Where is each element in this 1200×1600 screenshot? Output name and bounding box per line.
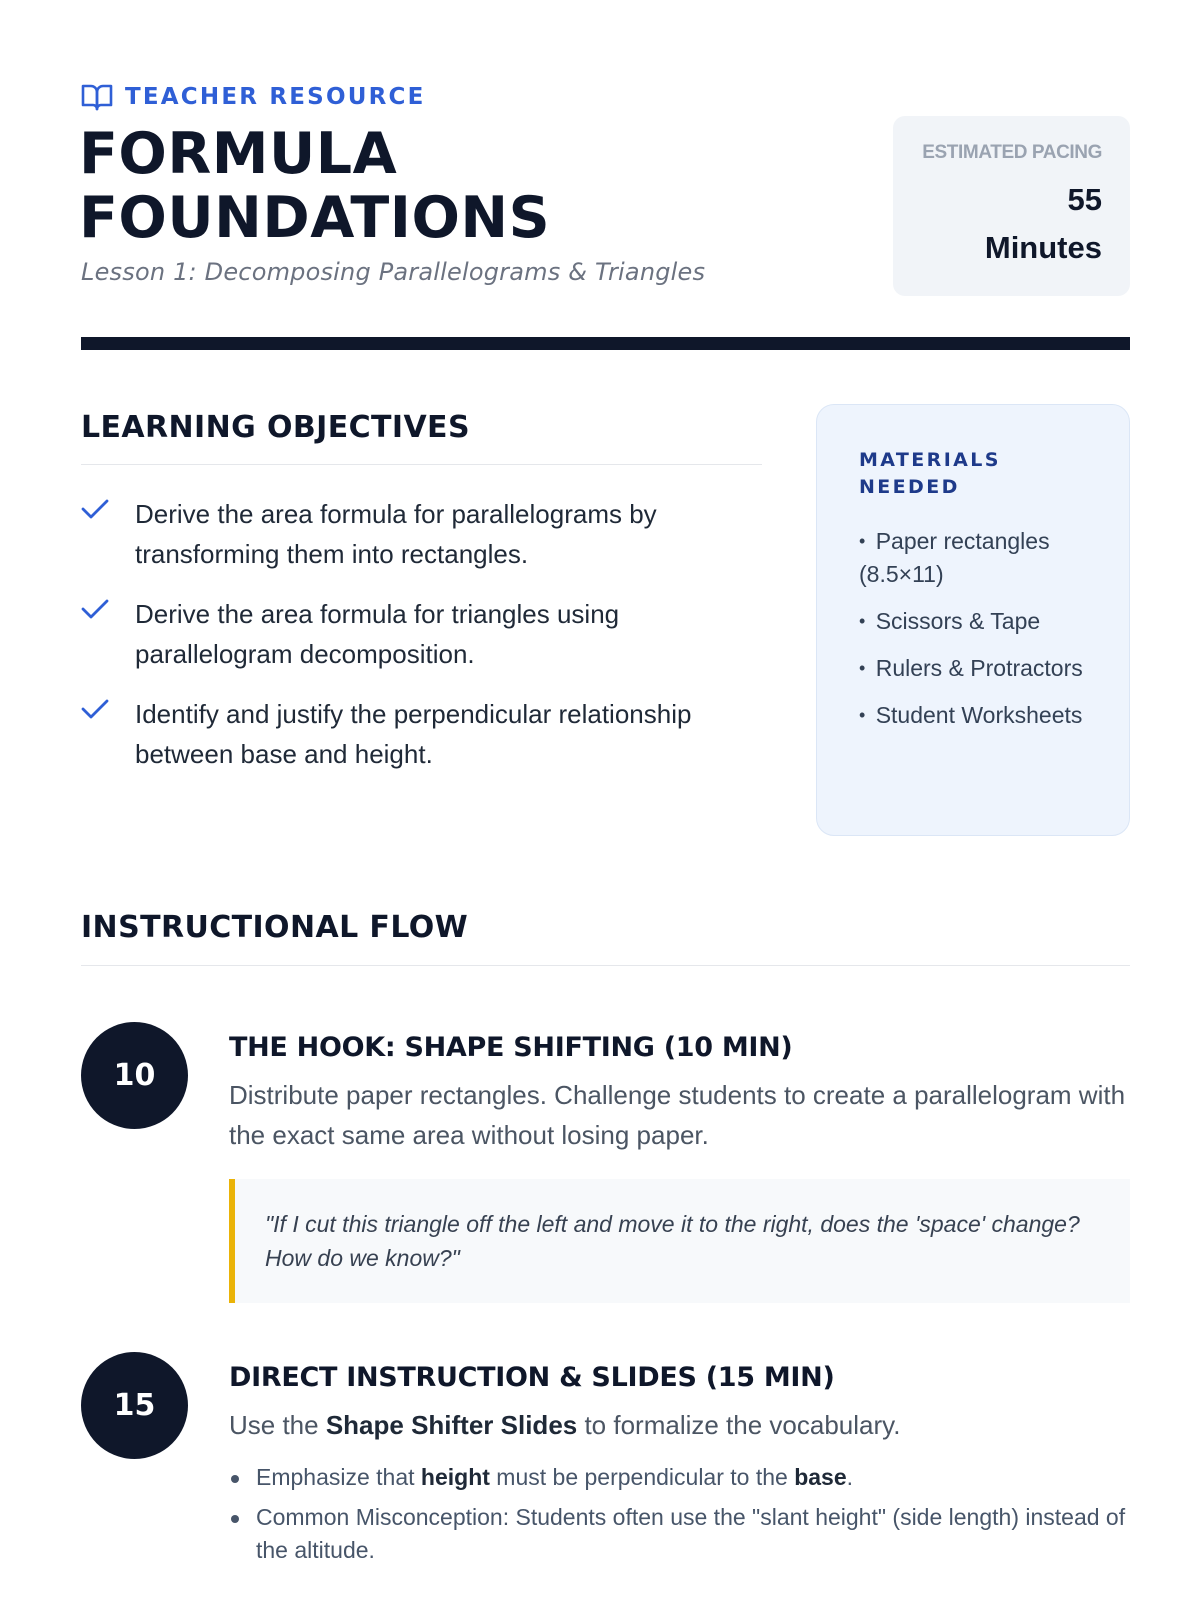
- slides-name: Shape Shifter Slides: [325, 1410, 578, 1440]
- materials-card: [816, 404, 1130, 836]
- flow-heading: INSTRUCTIONAL FLOW: [81, 910, 469, 945]
- header-divider: [81, 337, 1130, 350]
- bullet: •: [859, 611, 866, 631]
- note-emphasis: height: [420, 1464, 490, 1490]
- material-item: [859, 605, 1099, 638]
- eyebrow: [81, 82, 425, 112]
- objectives-list: [81, 494, 771, 794]
- pacing-label: ESTIMATED PACING: [922, 142, 1102, 163]
- note-emphasis: base: [794, 1464, 847, 1490]
- title-line-2: FOUNDATIONS: [79, 185, 551, 251]
- note-text: .: [846, 1464, 854, 1490]
- teacher-prompt-quote: "If I cut this triangle off the left and move it to the right, does the 'space' change? How do we know?": [229, 1179, 1130, 1303]
- step-body: [229, 1022, 1130, 1303]
- pacing-unit: Minutes: [984, 230, 1102, 265]
- check-icon: [81, 594, 135, 625]
- material-item: [859, 699, 1099, 732]
- pacing-card: [893, 116, 1130, 296]
- eyebrow-label: TEACHER RESOURCE: [125, 84, 426, 110]
- bullet: •: [859, 658, 866, 678]
- objectives-divider: [81, 464, 762, 465]
- material-item: [859, 525, 1099, 591]
- note-item: Common Misconception: Students often use the "slant height" (side length) instead of the altitude.: [229, 1501, 1130, 1567]
- desc-text: Use the: [229, 1410, 326, 1440]
- check-icon: [81, 694, 135, 725]
- pacing-value: [893, 176, 1102, 272]
- note-text: must be perpendicular to the: [489, 1464, 795, 1490]
- step-body: [229, 1352, 1130, 1574]
- step-title: THE HOOK: SHAPE SHIFTING (10 MIN): [229, 1032, 793, 1063]
- material-text: Student Worksheets: [875, 702, 1083, 728]
- objectives-heading: LEARNING OBJECTIVES: [81, 410, 470, 445]
- pacing-number: 55: [1067, 182, 1102, 217]
- step-notes: [229, 1461, 1130, 1567]
- desc-text: to formalize the vocabulary.: [577, 1410, 901, 1440]
- material-text: Paper rectangles (8.5×11): [859, 528, 1050, 587]
- objective-item: [81, 594, 771, 674]
- title-line-1: FORMULA: [79, 121, 398, 187]
- objective-text: Derive the area formula for parallelograms by transforming them into rectangles.: [135, 499, 657, 569]
- objective-item: [81, 694, 771, 774]
- note-item: [229, 1461, 1130, 1494]
- step-title: DIRECT INSTRUCTION & SLIDES (15 MIN): [229, 1362, 835, 1393]
- page-title: [79, 122, 550, 250]
- material-text: Scissors & Tape: [875, 608, 1041, 634]
- page-subtitle: Lesson 1: Decomposing Parallelograms & Triangles: [81, 258, 706, 286]
- material-item: [859, 652, 1099, 685]
- flow-divider: [81, 965, 1130, 966]
- objective-text: Derive the area formula for triangles using parallelogram decomposition.: [135, 599, 620, 669]
- bullet: •: [859, 531, 866, 551]
- objective-item: [81, 494, 771, 574]
- book-open-icon: [81, 82, 113, 112]
- materials-heading: MATERIALS NEEDED: [859, 449, 1001, 498]
- bullet: •: [859, 705, 866, 725]
- check-icon: [81, 494, 135, 525]
- step-duration-badge: 15: [81, 1352, 188, 1459]
- objective-text: Identify and justify the perpendicular relationship between base and height.: [135, 699, 692, 769]
- material-text: Rulers & Protractors: [875, 655, 1083, 681]
- materials-list: [859, 525, 1099, 732]
- note-text: Emphasize that: [256, 1464, 421, 1490]
- step-duration-badge: 10: [81, 1022, 188, 1129]
- step-description: Distribute paper rectangles. Challenge students to create a parallelogram with the exact same area without losing paper.: [229, 1080, 1126, 1150]
- step-description: [229, 1405, 1130, 1445]
